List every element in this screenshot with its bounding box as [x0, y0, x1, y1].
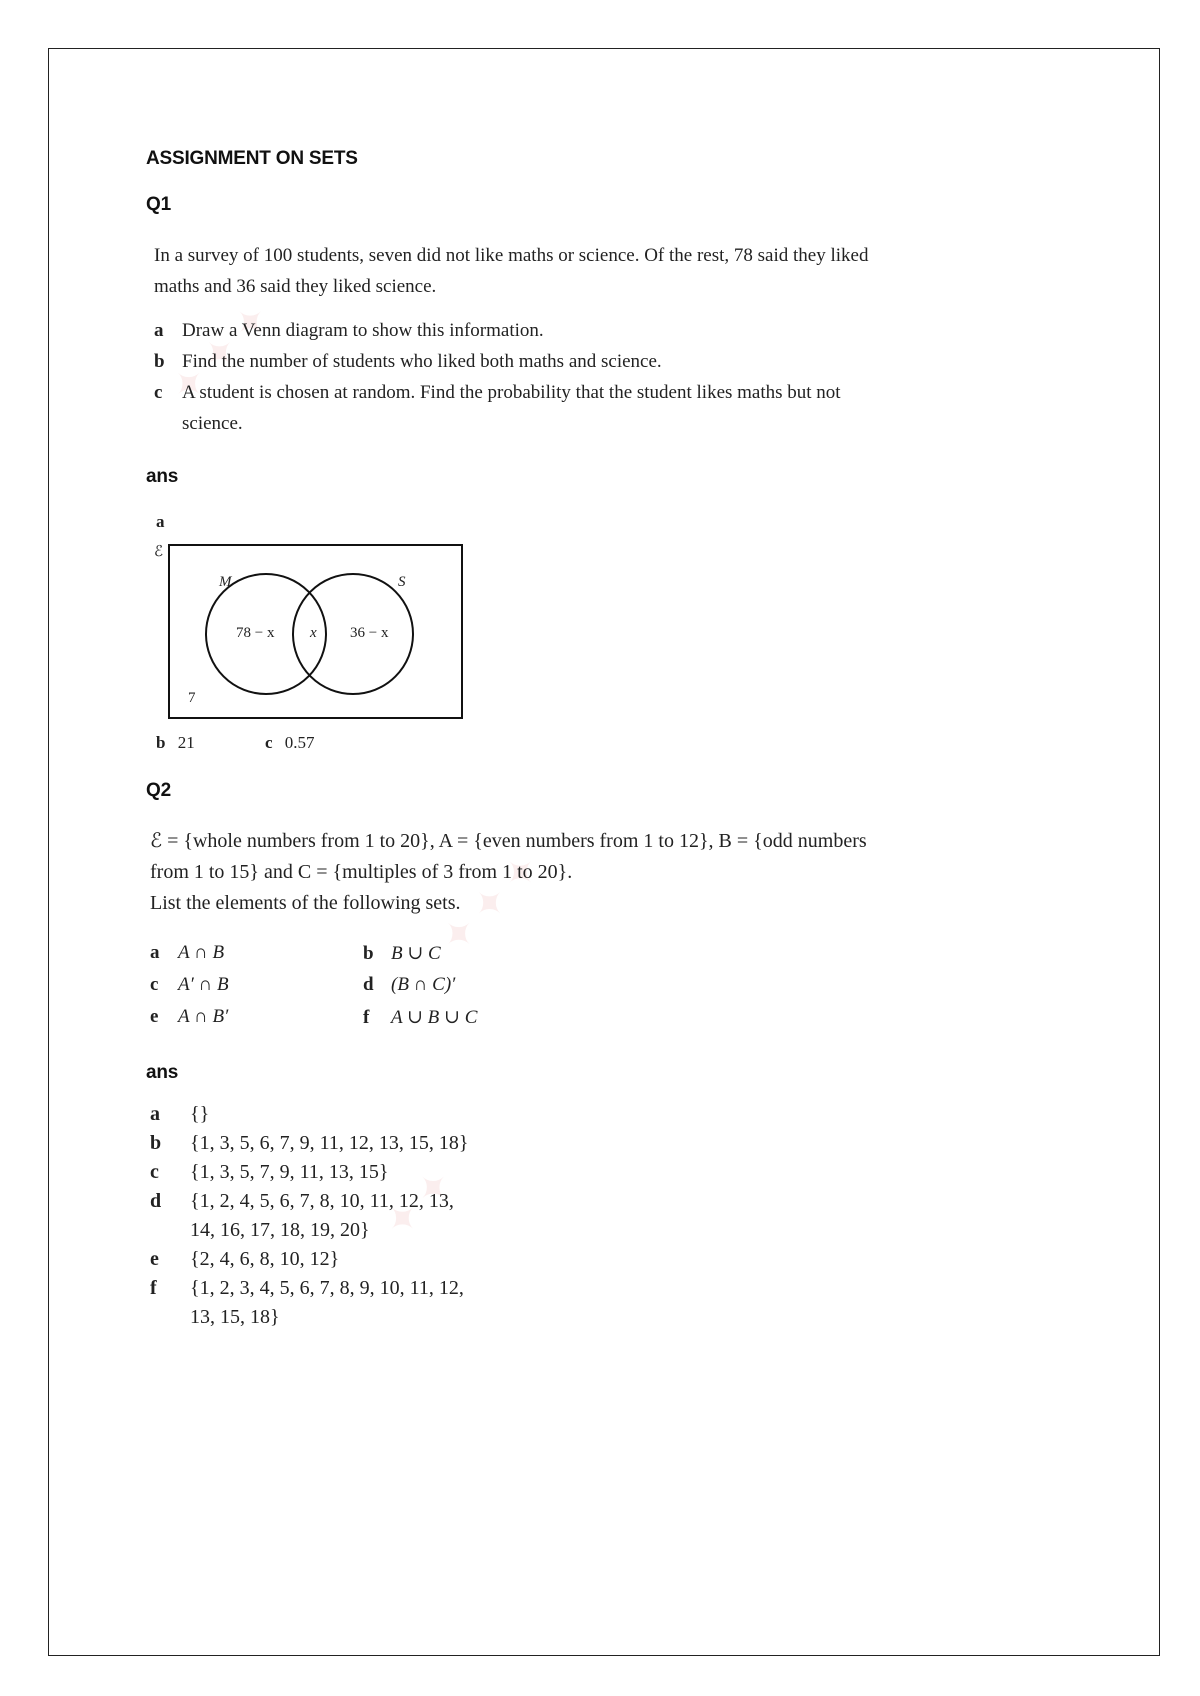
- q1-part-a: [154, 320, 544, 342]
- part-letter: a: [150, 942, 160, 963]
- answer-set: {1, 3, 5, 7, 9, 11, 13, 15}: [190, 1161, 389, 1183]
- q1-part-c-continued: science.: [182, 413, 243, 434]
- part-text: A student is chosen at random. Find the probability that the student likes maths but not: [182, 382, 841, 403]
- answer-letter: a: [150, 1103, 160, 1125]
- universal-set-symbol: ℰ: [154, 544, 164, 560]
- answer-value: 21: [177, 733, 195, 752]
- part-text: Draw a Venn diagram to show this information.: [182, 320, 544, 341]
- part-letter: b: [154, 351, 165, 372]
- region-both: x: [310, 625, 317, 641]
- q2-part-d: [363, 974, 455, 996]
- answer-value: 0.57: [284, 733, 315, 752]
- page-title: ASSIGNMENT ON SETS: [146, 148, 358, 169]
- part-expression: B ∪ C: [391, 943, 441, 964]
- region-s-only: 36 − x: [350, 625, 389, 641]
- q2-answer-f-continued: 13, 15, 18}: [190, 1306, 280, 1328]
- part-expression: A′ ∩ B: [178, 974, 229, 995]
- watermark: ✦ ✦ ✦: [161, 294, 279, 413]
- part-expression: (B ∩ C)′: [391, 974, 456, 995]
- answer-set: {1, 2, 4, 5, 6, 7, 8, 10, 11, 12, 13,: [190, 1190, 454, 1212]
- answer-set: {2, 4, 6, 8, 10, 12}: [190, 1248, 340, 1270]
- q2-part-f: [363, 1006, 477, 1029]
- q2-answer-f: [150, 1277, 464, 1300]
- q1-paragraph-line2: maths and 36 said they liked science.: [154, 276, 437, 297]
- answer-letter: f: [150, 1277, 157, 1299]
- answer-letter: d: [150, 1190, 162, 1212]
- venn-part-letter: a: [156, 512, 165, 531]
- answer-letter: c: [150, 1161, 159, 1183]
- q2-answer-e: [150, 1248, 339, 1271]
- q2-part-b: [363, 942, 441, 965]
- q1-part-b: [154, 351, 662, 373]
- q1-answer-b: [156, 733, 195, 753]
- q1-paragraph-line1: In a survey of 100 students, seven did not like maths or science. Of the rest, 78 said they liked: [154, 245, 869, 266]
- part-letter: e: [150, 1006, 159, 1027]
- part-letter: f: [363, 1007, 370, 1028]
- part-expression: A ∩ B′: [178, 1006, 229, 1027]
- part-letter: c: [150, 974, 159, 995]
- watermark: ✦ ✦ ✦: [431, 844, 549, 963]
- answer-letter: c: [265, 733, 273, 752]
- part-letter: d: [363, 974, 374, 995]
- q2-answer-c: [150, 1161, 388, 1184]
- q2-line2: from 1 to 15} and C = {multiples of 3 from 1 to 20}.: [150, 861, 573, 883]
- q1-part-c: [154, 382, 841, 404]
- watermark: ✦ ✦: [375, 1160, 462, 1247]
- answer-letter: e: [150, 1248, 159, 1270]
- q2-answer-a: [150, 1103, 209, 1126]
- q2-answer-d: [150, 1190, 454, 1213]
- answer-letter: b: [150, 1132, 162, 1154]
- q1-answer-c: [265, 733, 315, 753]
- q2-part-c: [150, 974, 229, 996]
- q2-label: Q2: [146, 780, 171, 801]
- q1-ans-label: ans: [146, 466, 179, 487]
- part-letter: c: [154, 382, 163, 403]
- q2-line1: ℰ = {whole numbers from 1 to 20}, A = {even numbers from 1 to 12}, B = {odd numbers: [150, 830, 867, 852]
- answer-set: {}: [190, 1103, 210, 1125]
- q2-answer-b: [150, 1132, 468, 1155]
- answer-set: {1, 3, 5, 6, 7, 9, 11, 12, 13, 15, 18}: [190, 1132, 469, 1154]
- set-s-label: S: [398, 574, 406, 590]
- region-outside: 7: [188, 690, 196, 706]
- region-m-only: 78 − x: [236, 625, 275, 641]
- q2-answer-d-continued: 14, 16, 17, 18, 19, 20}: [190, 1219, 370, 1241]
- answer-set: {1, 2, 3, 4, 5, 6, 7, 8, 9, 10, 11, 12,: [190, 1277, 464, 1299]
- part-text: Find the number of students who liked both maths and science.: [182, 351, 662, 372]
- q2-part-e: [150, 1006, 228, 1028]
- part-expression: A ∪ B ∪ C: [391, 1007, 478, 1028]
- part-letter: b: [363, 943, 374, 964]
- q2-ans-label: ans: [146, 1062, 179, 1083]
- part-letter: a: [154, 320, 164, 341]
- part-expression: A ∩ B: [178, 942, 225, 963]
- q2-line3: List the elements of the following sets.: [150, 892, 461, 914]
- answer-letter: b: [156, 733, 166, 752]
- q2-part-a: [150, 942, 224, 964]
- set-m-label: M: [219, 574, 232, 590]
- q1-label: Q1: [146, 194, 171, 215]
